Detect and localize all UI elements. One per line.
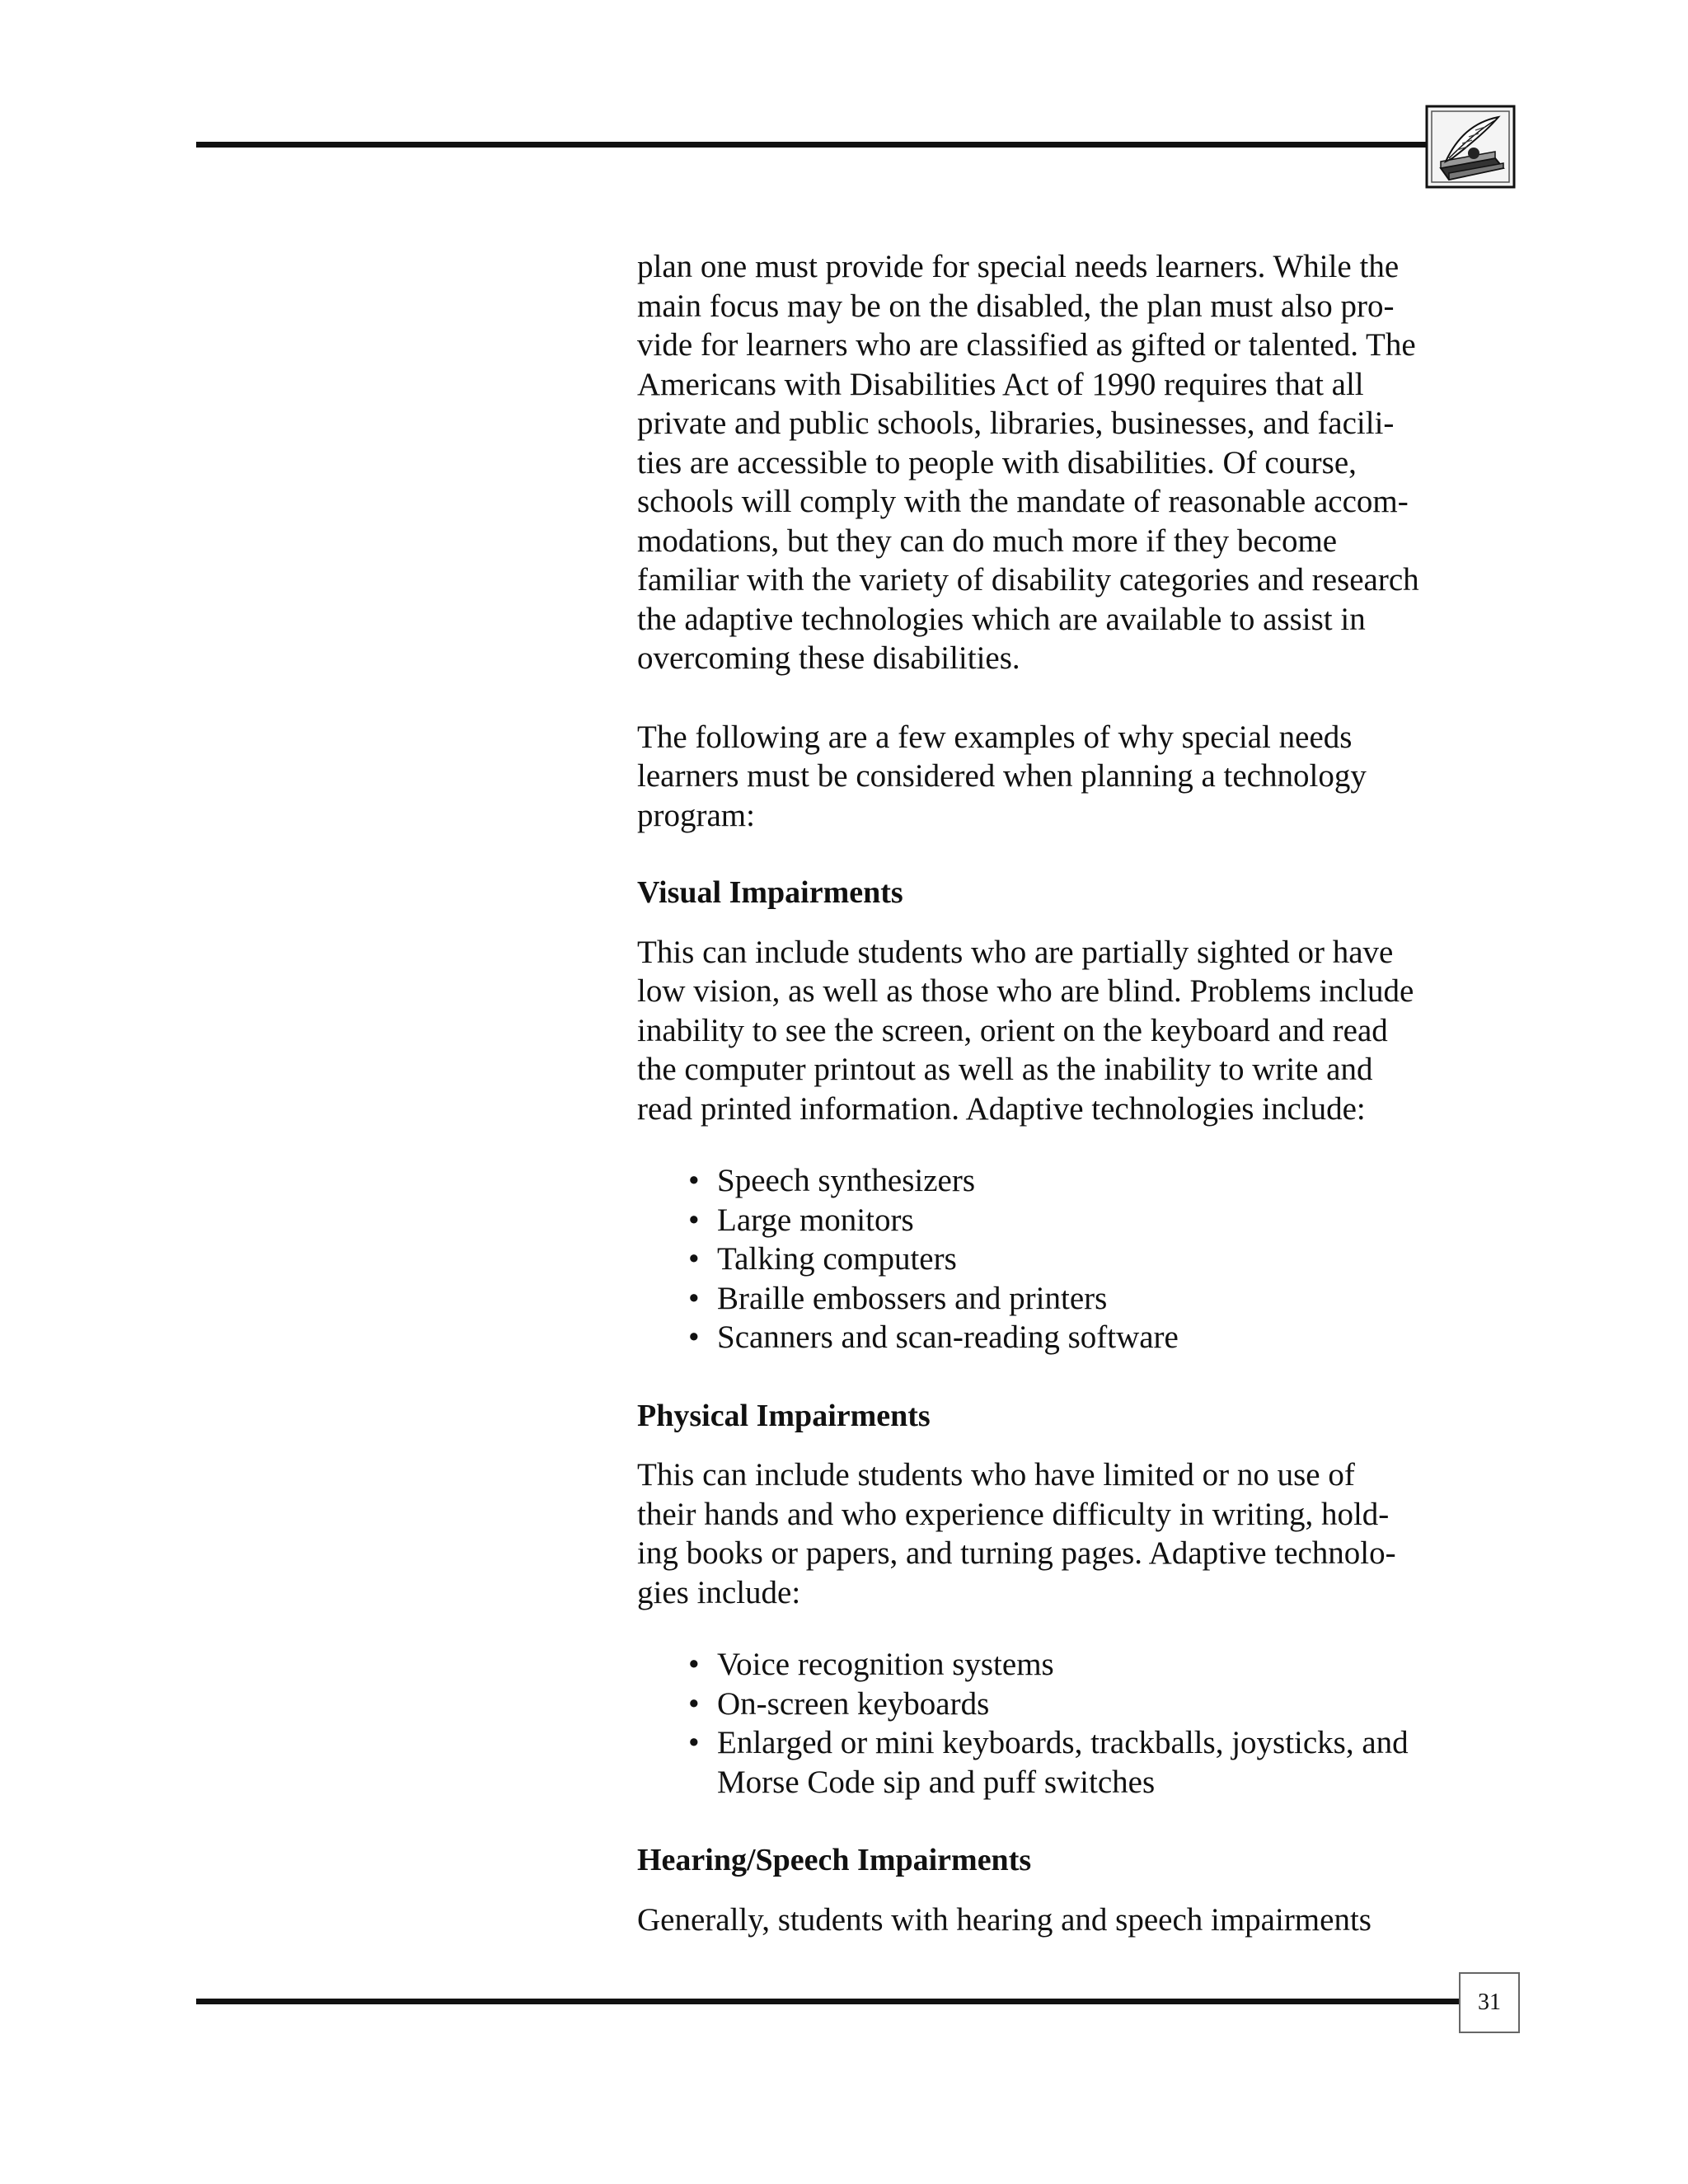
text-line: The following are a few examples of why special needs [637, 719, 1353, 755]
text-line: main focus may be on the disabled, the plan must also pro- [637, 288, 1395, 324]
text-line: the computer printout as well as the inability to write and [637, 1052, 1373, 1087]
bottom-rule [196, 1999, 1459, 2004]
top-rule [196, 142, 1426, 148]
list-item: • Scanners and scan-reading software [688, 1318, 1523, 1357]
text-line: read printed information. Adaptive technologies include: [637, 1090, 1366, 1127]
text-line: schools will comply with the mandate of reasonable accom- [637, 484, 1409, 519]
physical-impairments-heading: Physical Impairments [637, 1398, 931, 1433]
text-line: Generally, students with hearing and speech impairments [637, 1901, 1372, 1938]
text-line: private and public schools, libraries, businesses, and facili- [637, 405, 1395, 441]
quill-and-book-icon [1424, 104, 1517, 190]
visual-impairments-paragraph [637, 933, 1523, 1129]
list-item [688, 1723, 1523, 1802]
bullet-icon: • [688, 1163, 700, 1198]
list-item: • On-screen keyboards [688, 1685, 1523, 1724]
text-line: ties are accessible to people with disabilities. Of course, [637, 444, 1357, 480]
text-line: overcoming these disabilities. [637, 640, 1020, 676]
text-line: This can include students who are partially sighted or have [637, 934, 1394, 970]
list-item: • Braille embossers and printers [688, 1279, 1523, 1319]
intro-paragraph [637, 247, 1523, 678]
text-line: modations, but they can do much more if they become [637, 523, 1338, 559]
text-line: Americans with Disabilities Act of 1990 requires that all [637, 366, 1364, 402]
text-line: Morse Code sip and puff switches [717, 1764, 1156, 1800]
text-line: ing books or papers, and turning pages. Adaptive technolo- [637, 1535, 1396, 1571]
bullet-icon: • [688, 1685, 700, 1722]
text-line: the adaptive technologies which are available to assist in [637, 601, 1366, 637]
text-line: Enlarged or mini keyboards, trackballs, joysticks, and [717, 1725, 1409, 1760]
list-item: • Large monitors [688, 1201, 1523, 1240]
text-line: learners must be considered when planning a technology [637, 758, 1367, 794]
document-body [637, 247, 1523, 1939]
text-line: plan one must provide for special needs learners. While the [637, 249, 1400, 284]
text-line: program: [637, 797, 755, 833]
list-item: • Talking computers [688, 1240, 1523, 1279]
hearing-speech-impairments-heading: Hearing/Speech Impairments [637, 1843, 1032, 1877]
text-line: their hands and who experience difficulty in writing, hold- [637, 1496, 1390, 1532]
bullet-icon: • [688, 1725, 700, 1760]
bullet-icon: • [688, 1319, 700, 1355]
text-line: This can include students who have limited or no use of [637, 1457, 1355, 1493]
physical-technologies-list [637, 1645, 1523, 1802]
text-line: low vision, as well as those who are blind. Problems include [637, 973, 1414, 1009]
visual-technologies-list [637, 1161, 1523, 1357]
list-item: • Speech synthesizers [688, 1161, 1523, 1201]
hearing-speech-impairments-paragraph [637, 1900, 1523, 1940]
list-item: • Voice recognition systems [688, 1645, 1523, 1685]
physical-impairments-paragraph [637, 1455, 1523, 1612]
text-line: vide for learners who are classified as gifted or talented. The [637, 327, 1416, 363]
bullet-icon: • [688, 1280, 700, 1316]
text-line: inability to see the screen, orient on the keyboard and read [637, 1012, 1388, 1048]
examples-paragraph [637, 718, 1523, 836]
visual-impairments-heading: Visual Impairments [637, 875, 903, 910]
text-line: gies include: [637, 1574, 801, 1610]
bullet-icon: • [688, 1647, 700, 1682]
bullet-icon: • [688, 1241, 700, 1277]
page-number: 31 [1459, 1972, 1520, 2033]
text-line: familiar with the variety of disability categories and research [637, 562, 1419, 598]
bullet-icon: • [688, 1202, 700, 1238]
